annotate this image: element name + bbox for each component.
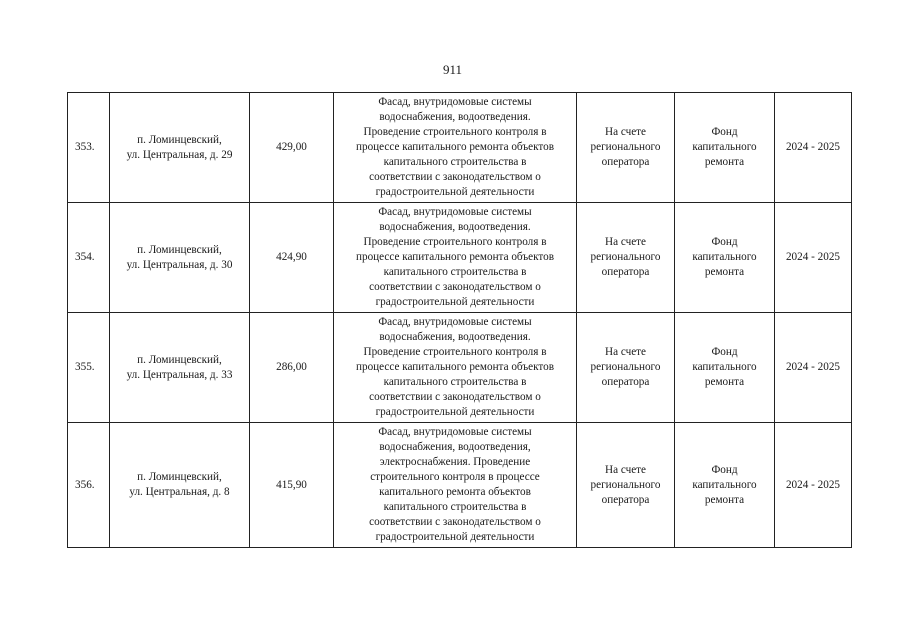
fund-line: Фонд (711, 346, 738, 358)
account-line: регионального (590, 478, 661, 491)
address-cell (110, 93, 250, 203)
fund-cell (675, 313, 775, 423)
address-line: п. Ломинцевский, (137, 133, 222, 146)
description-line: процессе капитального ремонта объектов (355, 361, 555, 373)
account-line: оператора (601, 266, 650, 278)
table-row (68, 313, 852, 423)
description-line: капитального строительства в (383, 376, 527, 388)
table-row (68, 423, 852, 548)
account-cell (577, 313, 675, 423)
account-line: На счете (604, 236, 647, 248)
description-line: водоснабжения, водоотведения. (379, 111, 531, 123)
address-line: ул. Центральная, д. 8 (129, 486, 230, 498)
page-number: 911 (442, 62, 463, 77)
period-cell: 2024 - 2025 (775, 203, 852, 313)
account-line: регионального (590, 251, 661, 263)
account-line: оператора (601, 376, 650, 388)
amount-cell: 424,90 (250, 203, 334, 313)
description-line: Проведение строительного контроля в (363, 346, 547, 358)
account-line: оператора (601, 156, 650, 168)
description-cell (334, 423, 577, 548)
description-line: Фасад, внутридомовые системы (378, 206, 532, 218)
description-cell (334, 203, 577, 313)
description-line: соответствии с законодательством о (369, 516, 541, 528)
address-cell (110, 423, 250, 548)
description-line: строительного контроля в процессе (370, 471, 540, 483)
description-line: Проведение строительного контроля в (363, 236, 547, 248)
description-cell (334, 93, 577, 203)
description-line: капитального строительства в (383, 501, 527, 513)
address-line: ул. Центральная, д. 29 (126, 148, 233, 161)
description-line: водоснабжения, водоотведения. (379, 331, 531, 343)
description-line: градостроительной деятельности (375, 296, 535, 308)
description-line: капитального строительства в (383, 266, 527, 278)
description-line: капитального строительства в (383, 156, 527, 168)
fund-line: ремонта (704, 493, 745, 506)
address-line: ул. Центральная, д. 30 (126, 258, 233, 271)
amount-cell: 286,00 (250, 313, 334, 423)
fund-line: ремонта (704, 266, 745, 278)
description-line: водоснабжения, водоотведения, (379, 441, 531, 453)
row-number: 353. (68, 93, 110, 203)
account-line: На счете (604, 126, 647, 138)
account-line: регионального (590, 361, 661, 373)
fund-line: Фонд (711, 126, 738, 138)
fund-cell (675, 93, 775, 203)
address-line: ул. Центральная, д. 33 (126, 368, 233, 381)
period-cell: 2024 - 2025 (775, 93, 852, 203)
period-cell: 2024 - 2025 (775, 313, 852, 423)
row-number: 354. (68, 203, 110, 313)
description-line: градостроительной деятельности (375, 531, 535, 543)
period-cell: 2024 - 2025 (775, 423, 852, 548)
description-line: градостроительной деятельности (375, 186, 535, 198)
amount-cell: 429,00 (250, 93, 334, 203)
address-line: п. Ломинцевский, (137, 353, 222, 366)
description-line: соответствии с законодательством о (369, 281, 541, 293)
fund-line: капитального (692, 361, 757, 373)
account-cell (577, 423, 675, 548)
fund-line: ремонта (704, 376, 745, 388)
description-line: капитального ремонта объектов (379, 486, 531, 498)
description-line: Фасад, внутридомовые системы (378, 426, 532, 438)
fund-line: капитального (692, 251, 757, 263)
address-cell (110, 313, 250, 423)
account-cell (577, 203, 675, 313)
description-line: процессе капитального ремонта объектов (355, 141, 555, 153)
account-line: На счете (604, 463, 647, 476)
works-table (67, 92, 852, 548)
fund-cell (675, 423, 775, 548)
address-cell (110, 203, 250, 313)
account-line: регионального (590, 141, 661, 153)
fund-line: ремонта (704, 156, 745, 168)
description-line: Фасад, внутридомовые системы (378, 316, 532, 328)
address-line: п. Ломинцевский, (137, 243, 222, 256)
fund-cell (675, 203, 775, 313)
table-row (68, 93, 852, 203)
fund-line: Фонд (711, 236, 738, 248)
address-line: п. Ломинцевский, (137, 471, 222, 483)
description-line: Проведение строительного контроля в (363, 126, 547, 138)
description-line: водоснабжения, водоотведения. (379, 221, 531, 233)
account-line: оператора (601, 493, 650, 506)
description-line: электроснабжения. Проведение (379, 456, 531, 468)
description-line: Фасад, внутридомовые системы (378, 96, 532, 108)
description-cell (334, 313, 577, 423)
fund-line: Фонд (711, 463, 738, 476)
amount-cell: 415,90 (250, 423, 334, 548)
account-cell (577, 93, 675, 203)
row-number: 356. (68, 423, 110, 548)
description-line: соответствии с законодательством о (369, 171, 541, 183)
fund-line: капитального (692, 478, 757, 491)
table-row (68, 203, 852, 313)
description-line: процессе капитального ремонта объектов (355, 251, 555, 263)
account-line: На счете (604, 346, 647, 358)
fund-line: капитального (692, 141, 757, 153)
row-number: 355. (68, 313, 110, 423)
description-line: соответствии с законодательством о (369, 391, 541, 403)
description-line: градостроительной деятельности (375, 406, 535, 418)
